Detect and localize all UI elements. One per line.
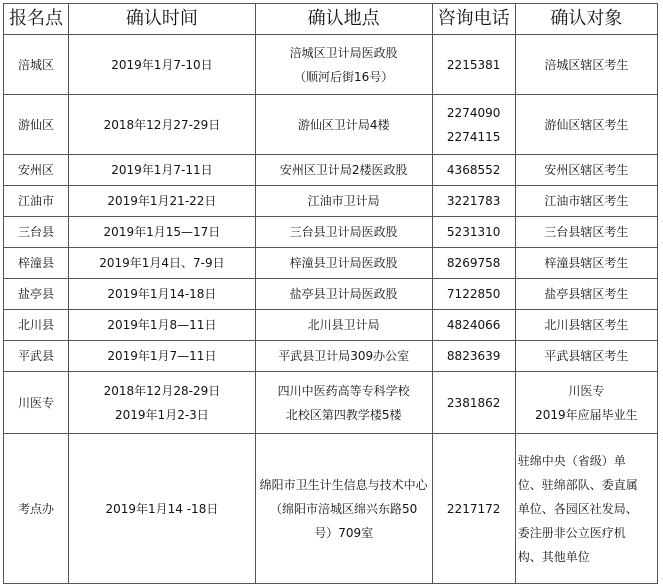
cell-target-line: 构、其他单位	[517, 549, 590, 564]
table-row	[4, 434, 658, 584]
table-row	[4, 95, 658, 155]
cell-target	[515, 35, 657, 95]
cell-phone-line: 2381862	[446, 395, 501, 410]
cell-target-line: 盐亭县辖区考生	[544, 287, 629, 301]
cell-place-line: （顺河后街16号）	[294, 69, 394, 84]
cell-time-line: 2019年1月2-3日	[115, 407, 209, 422]
table-row	[4, 279, 658, 310]
cell-phone	[432, 248, 515, 279]
table-body	[4, 35, 658, 584]
cell-phone	[432, 310, 515, 341]
cell-phone	[432, 372, 515, 434]
cell-place	[255, 248, 432, 279]
cell-phone-line: 4824066	[446, 318, 501, 332]
cell-target	[515, 279, 657, 310]
cell-time	[68, 372, 255, 434]
table-row	[4, 217, 658, 248]
cell-target-line: 单位、各园区社发局、	[517, 501, 638, 516]
cell-target	[515, 248, 657, 279]
cell-phone-line: 8269758	[446, 256, 501, 270]
cell-time-line: 2018年12月28-29日	[103, 383, 221, 398]
cell-site: 川医专	[4, 372, 69, 434]
cell-target-line: 北川县辖区考生	[544, 318, 629, 332]
cell-phone	[432, 95, 515, 155]
cell-time-line: 2019年1月7-10日	[111, 57, 213, 72]
cell-place	[255, 217, 432, 248]
cell-place-line: 号）709室	[314, 525, 374, 540]
cell-site: 涪城区	[4, 35, 69, 95]
cell-target-line: 位、驻绵部队、委直属	[517, 477, 638, 492]
header-time: 确认时间	[68, 4, 255, 35]
cell-target	[515, 155, 657, 186]
cell-time	[68, 217, 255, 248]
cell-phone	[432, 155, 515, 186]
cell-place-line: 北校区第四教学楼5楼	[285, 407, 402, 422]
cell-target	[515, 95, 657, 155]
cell-target	[515, 310, 657, 341]
header-place: 确认地点	[255, 4, 432, 35]
cell-place-line: 平武县卫计局309办公室	[278, 349, 410, 363]
cell-phone-line: 2274115	[446, 129, 501, 144]
cell-site: 游仙区	[4, 95, 69, 155]
cell-phone-line: 2215381	[446, 57, 501, 72]
cell-site: 安州区	[4, 155, 69, 186]
cell-time-line: 2018年12月27-29日	[103, 117, 221, 132]
cell-place-line: 四川中医药高等专科学校	[277, 383, 410, 398]
cell-site: 盐亭县	[4, 279, 69, 310]
cell-place-line: 梓潼县卫计局医政股	[289, 256, 398, 270]
cell-target-line: 川医专	[568, 383, 605, 398]
cell-site: 三台县	[4, 217, 69, 248]
cell-phone-line: 7122850	[446, 287, 501, 301]
cell-time	[68, 155, 255, 186]
cell-place-line: 北川县卫计局	[307, 318, 380, 332]
cell-time-line: 2019年1月15—17日	[103, 225, 221, 239]
cell-place	[255, 372, 432, 434]
cell-phone-line: 2274090	[446, 105, 501, 120]
cell-time-line: 2019年1月14 -18日	[105, 501, 219, 516]
cell-time	[68, 341, 255, 372]
cell-time-line: 2019年1月21-22日	[107, 194, 217, 208]
table-row	[4, 310, 658, 341]
cell-target-line: 三台县辖区考生	[544, 225, 629, 239]
cell-site: 江油市	[4, 186, 69, 217]
cell-site: 平武县	[4, 341, 69, 372]
cell-target-line: 驻绵中央（省级）单	[517, 453, 626, 468]
cell-phone	[432, 341, 515, 372]
cell-time	[68, 310, 255, 341]
cell-time-line: 2019年1月8—11日	[107, 318, 217, 332]
table-row	[4, 35, 658, 95]
cell-target-line: 涪城区辖区考生	[544, 57, 629, 72]
cell-target-line: 委注册非公立医疗机	[517, 525, 626, 540]
table-row	[4, 186, 658, 217]
cell-phone	[432, 279, 515, 310]
cell-time	[68, 186, 255, 217]
cell-time-line: 2019年1月14-18日	[107, 287, 217, 301]
cell-time-line: 2019年1月7—11日	[107, 349, 217, 363]
cell-place	[255, 155, 432, 186]
cell-target	[515, 341, 657, 372]
cell-place	[255, 35, 432, 95]
cell-place	[255, 95, 432, 155]
cell-time	[68, 95, 255, 155]
cell-place	[255, 434, 432, 584]
cell-place	[255, 186, 432, 217]
header-row	[4, 4, 658, 35]
cell-place	[255, 341, 432, 372]
cell-place-line: 三台县卫计局医政股	[289, 225, 398, 239]
cell-phone-line: 8823639	[446, 349, 501, 363]
cell-phone	[432, 186, 515, 217]
cell-phone-line: 4368552	[446, 163, 501, 177]
table-row	[4, 372, 658, 434]
table-row	[4, 155, 658, 186]
cell-time	[68, 434, 255, 584]
confirmation-table	[3, 3, 658, 584]
cell-place-line: 盐亭县卫计局医政股	[289, 287, 398, 301]
cell-target-line: 2019年应届毕业生	[535, 407, 638, 422]
cell-phone	[432, 217, 515, 248]
cell-target	[515, 186, 657, 217]
cell-phone	[432, 434, 515, 584]
cell-site: 北川县	[4, 310, 69, 341]
cell-place-line: 游仙区卫计局4楼	[297, 117, 390, 132]
cell-site: 考点办	[4, 434, 69, 584]
cell-target	[515, 372, 657, 434]
cell-place	[255, 310, 432, 341]
cell-place-line: （绵阳市涪城区绵兴东路50	[270, 501, 418, 516]
table-row	[4, 341, 658, 372]
cell-site: 梓潼县	[4, 248, 69, 279]
cell-place-line: 江油市卫计局	[307, 194, 380, 208]
cell-phone-line: 5231310	[446, 225, 501, 239]
cell-target-line: 梓潼县辖区考生	[544, 256, 629, 270]
cell-place-line: 安州区卫计局2楼医政股	[279, 163, 408, 177]
cell-target	[515, 217, 657, 248]
cell-place-line: 涪城区卫计局医政股	[289, 45, 398, 60]
cell-phone-line: 2217172	[446, 501, 501, 516]
cell-place	[255, 279, 432, 310]
cell-target	[515, 434, 657, 584]
cell-time	[68, 35, 255, 95]
cell-time	[68, 248, 255, 279]
cell-time-line: 2019年1月7-11日	[111, 163, 213, 177]
table-row	[4, 248, 658, 279]
cell-time-line: 2019年1月4日、7-9日	[99, 256, 225, 270]
cell-phone-line: 3221783	[446, 194, 501, 208]
header-site: 报名点	[4, 4, 69, 35]
header-target: 确认对象	[515, 4, 657, 35]
cell-target-line: 江油市辖区考生	[544, 194, 629, 208]
cell-target-line: 平武县辖区考生	[544, 349, 629, 363]
cell-place-line: 绵阳市卫生计生信息与技术中心	[259, 477, 428, 492]
cell-target-line: 安州区辖区考生	[544, 163, 629, 177]
cell-phone	[432, 35, 515, 95]
cell-target-line: 游仙区辖区考生	[544, 117, 629, 132]
cell-time	[68, 279, 255, 310]
header-phone: 咨询电话	[432, 4, 515, 35]
